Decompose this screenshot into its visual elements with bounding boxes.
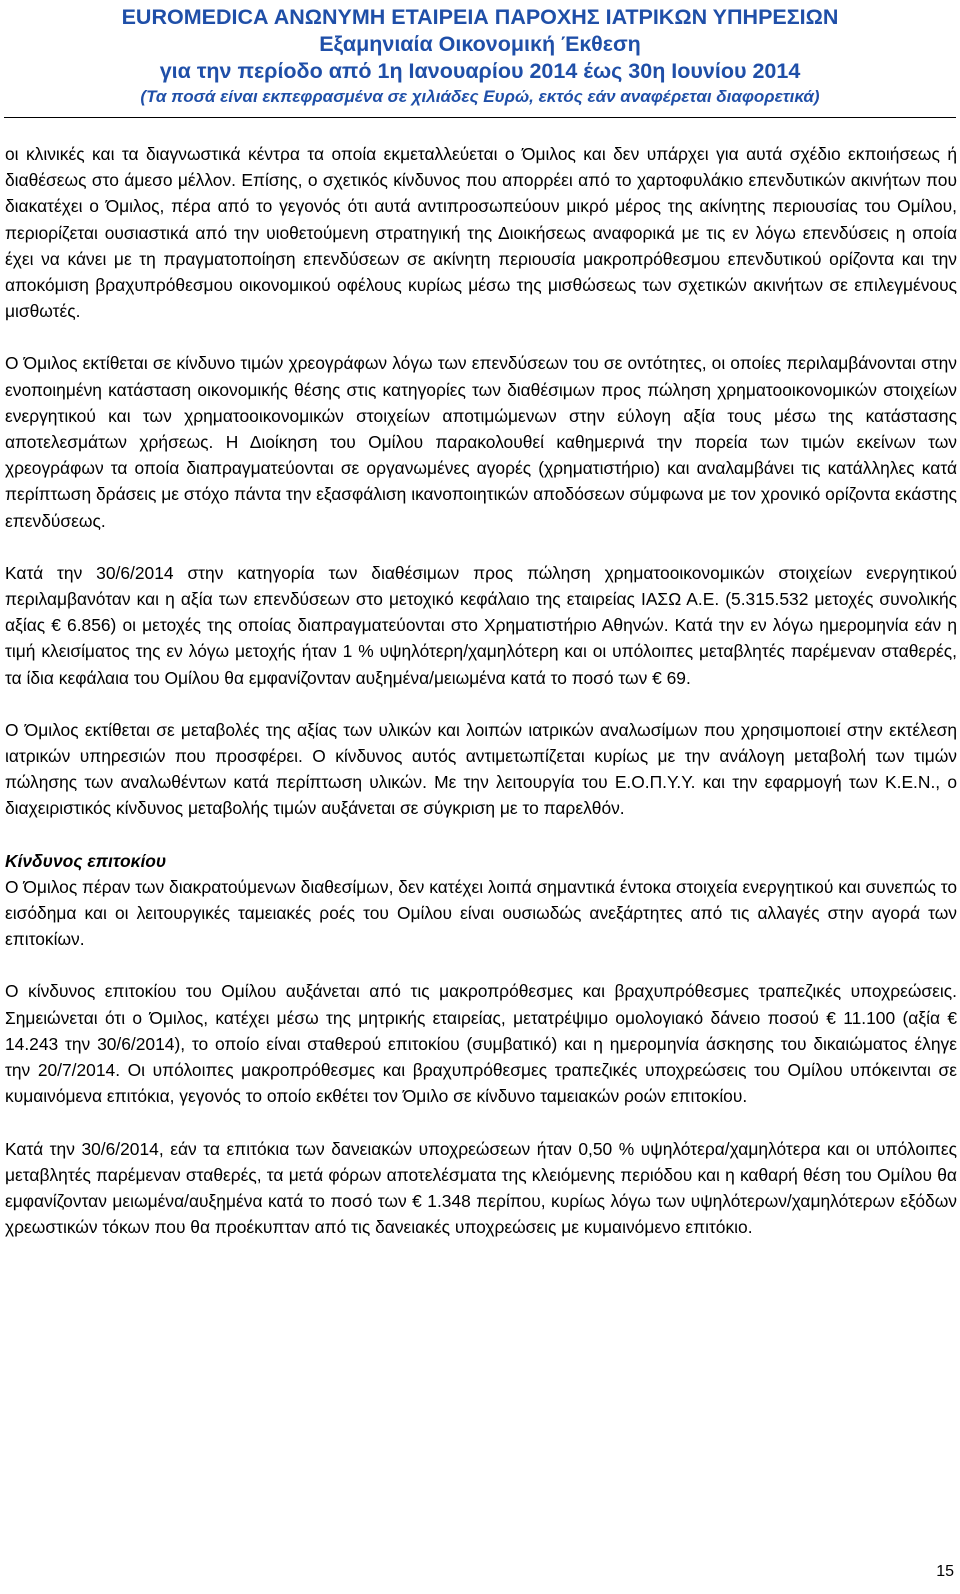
section-heading-interest-rate-risk: Κίνδυνος επιτοκίου — [5, 850, 167, 871]
paragraph-materials-price-risk: Ο Όμιλος εκτίθεται σε μεταβολές της αξίας των υλικών και λοιπών ιατρικών αναλωσίμων που χρησιμοποιεί στην εκτέλεση ιατρικών υπηρεσιών που προσφέρει. Ο κίνδυνος αυτός αντιμετωπίζεται κυρίως με την ανάλογη μεταβολή των τιμών πώλησης των αναλωθέντων κατά περίπτωση υλικών. Με την λειτουργία του Ε.Ο.Π.Υ.Υ. και την εφαρμογή των Κ.Ε.Ν., ο διαχειριστικός κίνδυνος μεταβολής τιμών αυξάνεται σε σύγκριση με το παρελθόν. — [5, 719, 957, 819]
page-number: 15 — [936, 1563, 954, 1580]
document-body — [5, 141, 957, 1266]
report-title: Εξαμηνιαία Οικονομική Έκθεση — [319, 32, 641, 56]
header-divider — [4, 117, 956, 118]
paragraph-interest-assets: Ο Όμιλος πέραν των διακρατούμενων διαθεσίμων, δεν κατέχει λοιπά σημαντικά έντοκα στοιχεία ενεργητικού και συνεπώς το εισόδημα και οι λειτουργικές ταμειακές ροές του Ομίλου είναι ουσιωδώς ανεξάρτητες από τις αλλαγές στην αγορά των επιτοκίων. — [5, 876, 957, 950]
paragraph-iaso-investment: Κατά την 30/6/2014 στην κατηγορία των διαθέσιμων προς πώληση χρηματοοικονομικών στοιχείων ενεργητικού περιλαμβανόταν και η αξία των επενδύσεων στο μετοχικό κεφάλαιο της εταιρείας ΙΑΣΩ Α.Ε. (5.315.532 μετοχές συνολικής αξίας € 6.856) οι μετοχές της οποίας διαπραγματεύονται στο Χρηματιστήριο Αθηνών. Κατά την εν λόγω ημερομηνία εάν η τιμή κλεισίματος της εν λόγω μετοχής ήταν 1 % υψηλότερη/χαμηλότερη και οι υπόλοιπες μεταβλητές παρέμεναν σταθερές, τα ίδια κεφάλαια του Ομίλου θα εμφανίζονταν αυξημένα/μειωμένα κατά το ποσό των € 69. — [5, 562, 957, 688]
paragraph-property-risk: οι κλινικές και τα διαγνωστικά κέντρα τα οποία εκμεταλλεύεται ο Όμιλος και δεν υπάρχει για αυτά σχέδιο εκποιήσεως ή διαθέσεως στο άμεσο μέλλον. Επίσης, ο σχετικός κίνδυνος που απορρέει από το χαρτοφυλάκιο επενδυτικών ακινήτων που διακατέχει ο Όμιλος, πέρα από το γεγονός ότι αυτά αντιπροσωπεύουν μικρό μέρος της ακίνητης περιουσίας του Ομίλου, περιορίζεται ουσιαστικά από την υιοθετούμενη στρατηγική της Διοικήσεως αναφορικά με τις εν λόγω επενδύσεις η οποία έχει να κάνει με τη πραγματοποίηση επενδύσεων σε ακίνητη περιουσία μακροπρόθεσμου επενδυτικού ορίζοντα και την αποκόμιση βραχυπρόθεσμου οικονομικού οφέλους κυρίως μέσω της μισθώσεως των σχετικών ακινήτων σε επιλεγμένους μισθωτές. — [5, 144, 957, 322]
company-name: EUROMEDICA ΑΝΩΝΥΜΗ ΕΤΑΙΡΕΙΑ ΠΑΡΟΧΗΣ ΙΑΤΡΙΚΩΝ ΥΠΗΡΕΣΙΩΝ — [121, 5, 839, 29]
paragraph-interest-sensitivity: Κατά την 30/6/2014, εάν τα επιτόκια των δανειακών υποχρεώσεων ήταν 0,50 % υψηλότερα/χαμηλότερα και οι υπόλοιπες μεταβλητές παρέμεναν σταθερές, τα μετά φόρων αποτελέσματα της κλειόμενης περιόδου και η καθαρή θέση του Ομίλου θα εμφανίζονταν μειωμένα/αυξημένα κατά το ποσό των € 1.348 περίπου, κυρίως λόγω των υψηλότερων/χαμηλότερων εξόδων χρεωστικών τόκων που θα προέκυπταν από τις δανειακές υποχρεώσεις με κυμαινόμενο επιτόκιο. — [5, 1138, 957, 1238]
report-period: για την περίοδο από 1η Ιανουαρίου 2014 έως 30η Ιουνίου 2014 — [159, 59, 801, 83]
page-header — [0, 4, 960, 109]
currency-note: (Τα ποσά είναι εκπεφρασμένα σε χιλιάδες Ευρώ, εκτός εάν αναφέρεται διαφορετικά) — [140, 87, 820, 106]
paragraph-securities-price-risk: Ο Όμιλος εκτίθεται σε κίνδυνο τιμών χρεογράφων λόγω των επενδύσεων του σε οντότητες, οι οποίες περιλαμβάνονται στην ενοποιημένη κατάσταση οικονομικής θέσης στις κατηγορίες των διαθέσιμων προς πώληση χρηματοοικονομικών στοιχείων ενεργητικού και των χρηματοοικονομικών στοιχείων αποτιμώμενων στην εύλογη αξία τους μέσω της κατάστασης αποτελεσμάτων χρήσεως. Η Διοίκηση του Ομίλου παρακολουθεί καθημερινά την πορεία των τιμών εκείνων των χρεογράφων τα οποία διαπραγματεύονται σε οργανωμένες αγορές (χρηματιστήριο) και αναλαμβάνει τις κατάλληλες κατά περίπτωση δράσεις με στόχο πάντα την εξασφάλιση ικανοποιητικών αποδόσεων σύμφωνα με τον χρονικό ορίζοντα εκάστης επενδύσεως. — [5, 353, 957, 531]
paragraph-interest-liabilities: Ο κίνδυνος επιτοκίου του Ομίλου αυξάνεται από τις μακροπρόθεσμες και βραχυπρόθεσμες τραπεζικές υποχρεώσεις. Σημειώνεται ότι ο Όμιλος, κατέχει μέσω της μητρικής εταιρείας, μετατρέψιμο ομολογιακό δάνειο ποσού € 11.100 (αξία € 14.243 την 30/6/2014), το οποίο είναι σταθερού επιτοκίου (συμβατικό) και η ημερομηνία άσκησης του δικαιώματος έληγε την 20/7/2014. Οι υπόλοιπες μακροπρόθεσμες και βραχυπρόθεσμες τραπεζικές υποχρεώσεις του Ομίλου υπόκεινται σε κυμαινόμενα επιτόκια, γεγονός το οποίο εκθέτει τον Όμιλο σε κίνδυνο ταμειακών ροών επιτοκίου. — [5, 981, 957, 1107]
